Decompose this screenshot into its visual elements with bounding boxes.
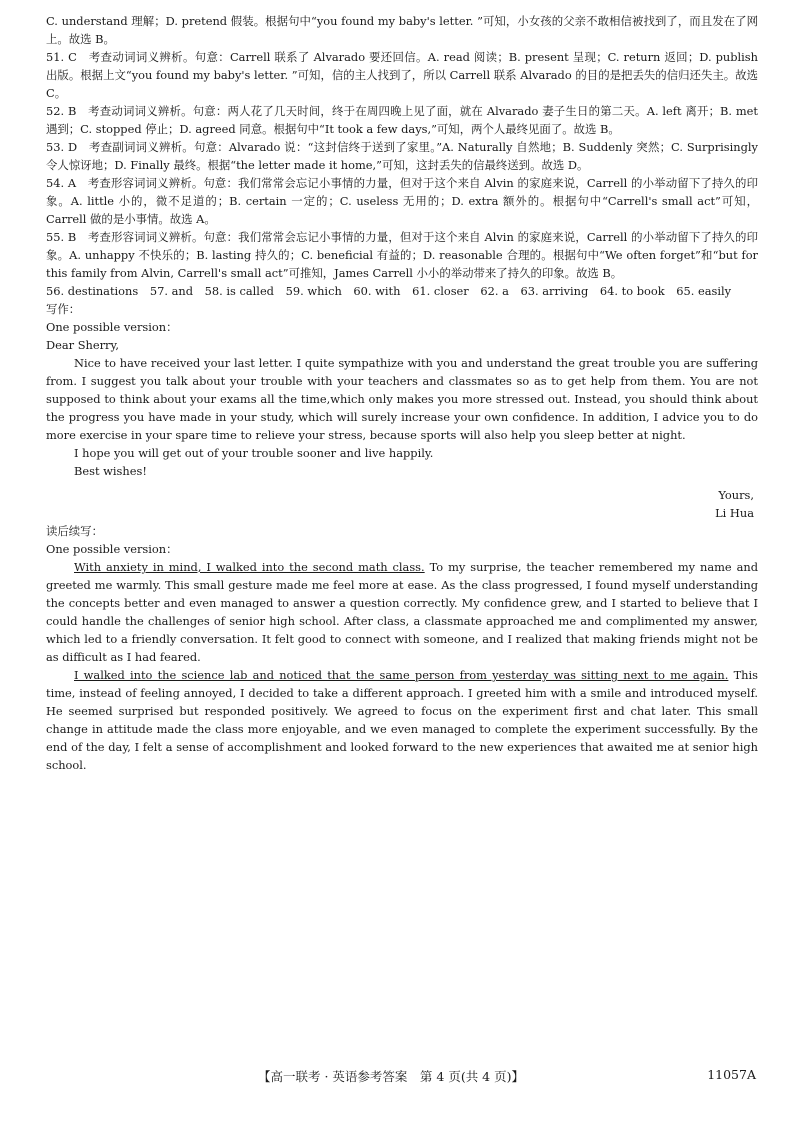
letter-closing: Yours, [718,488,754,502]
continuation-title: 读后续写： [46,524,103,538]
answer-item-50-continued: C. understand 理解；D. pretend 假装。根据句中“you found my baby's letter. ”可知，小女孩的父亲不敢相信被找到了，而且发在了网上。故选 B。 [46,14,758,46]
writing-title: 写作： [46,302,81,316]
footer-code: 11057A [707,1067,756,1082]
continuation-version-label: One possible version： [46,542,178,556]
answer-56: 56. destinations [46,284,139,298]
answer-item-53: 53. D 考查副词词义辨析。句意：Alvarado 说：“这封信终于送到了家里。”A. Naturally 自然地；B. Suddenly 突然；C. Surprisingly 令人惊讶地；D. Finally 最终。根据“the letter made it home,”可知，这封丢失的信最终送到。故选 D。 [46,140,758,172]
answer-59: 59. which [285,284,342,298]
answer-item-55: 55. B 考查形容词词义辨析。句意：我们常常会忘记小事情的力量，但对于这个来自 Alvin 的家庭来说，Carrell 的小举动留下了持久的印象。A. unhappy 不快乐的；B. lasting 持久的；C. beneficial 有益的；D. reasonable 合理的。根据句中“We often forget”和“but for this family from Alvin, Carrell's small act”可推知，James Carrell 小小的举动带来了持久的印象。故选 B。 [46,230,758,280]
paragraph-1-body: To my surprise, the teacher remembered my name and greeted me warmly. This small gesture made me feel more at ease. As the class progressed, I found myself understanding the concepts better and even managed to answer a question correctly. My confidence grew, and I started to believe that I could handle the challenges of senior high school. After class, a classmate approached me and complimented my answer, which led to a friendly conversation. It felt good to connect with someone, and I realized that making friends might not be as difficult as I had feared. [46,560,758,664]
answer-62: 62. a [480,284,509,298]
continuation-paragraph-2 [46,666,758,774]
letter-greeting: Dear Sherry, [46,338,120,352]
answer-item-54: 54. A 考查形容词词义辨析。句意：我们常常会忘记小事情的力量，但对于这个来自 Alvin 的家庭来说，Carrell 的小举动留下了持久的印象。A. little 小的，微不足道的；B. certain 一定的；C. useless 无用的；D. extra 额外的。根据句中“Carrell's small act”可知，Carrell 做的是小事情。故选 A。 [46,176,758,226]
letter-signature-block [46,486,758,522]
answer-item-51: 51. C 考查动词词义辨析。句意：Carrell 联系了 Alvarado 要还回信。A. read 阅读；B. present 呈现；C. return 返回；D. publish 出版。根据上文“you found my baby's letter. ”可知，信的主人找到了，所以 Carrell 联系 Alvarado 的目的是把丢失的信归还失主。故选 C。 [46,50,758,100]
given-opening-sentence-2: I walked into the science lab and noticed that the same person from yesterday was sitting next to me again. [74,668,729,682]
answer-58: 58. is called [204,284,274,298]
letter-body-paragraph: Nice to have received your last letter. I quite sympathize with you and understand the great trouble you are suffering from. I suggest you talk about your trouble with your teachers and classmates so as to get help from them. You are not supposed to think about your exams all the time,which only makes you more stressed out. Instead, you should think about the progress you have made in your study, which will surely increase your own confidence. In addition, I advice you to do more exercise in your spare time to relieve your stress, because sports will also help you sleep better at night. [46,356,758,442]
answer-63: 63. arriving [520,284,589,298]
writing-version-label: One possible version： [46,320,178,334]
given-opening-sentence-1: With anxiety in mind, I walked into the second math class. [74,560,425,574]
answer-57: 57. and [149,284,194,298]
answer-item-52: 52. B 考查动词词义辨析。句意：两人花了几天时间，终于在周四晚上见了面，就在 Alvarado 妻子生日的第二天。A. left 离开；B. met 遇到；C. stopped 停止；D. agreed 同意。根据句中“It took a few days,”可知，两个人最终见面了。故选 B。 [46,104,758,136]
answer-64: 64. to book [599,284,665,298]
answer-60: 60. with [353,284,401,298]
paragraph-2-body: This time, instead of feeling annoyed, I decided to take a different approach. I greeted him with a smile and introduced myself. He seemed surprised but responded positively. We agreed to focus on the experiment first and chat later. This small change in attitude made the class more enjoyable, and we even managed to complete the experiment successfully. By the end of the day, I felt a sense of accomplishment and looked forward to the new experiences that awaited me at senior high school. [46,668,759,772]
continuation-paragraph-1 [46,558,758,666]
letter-closing-wish: I hope you will get out of your trouble sooner and live happily. [74,446,434,460]
answer-61: 61. closer [412,284,469,298]
footer-label: 【高一联考 · 英语参考答案 第 4 页(共 4 页)】 [258,1069,524,1084]
letter-signature: Li Hua [715,506,754,520]
fill-in-answers [46,282,758,300]
page-content [46,12,758,774]
answer-65: 65. easily [676,284,732,298]
letter-best-wishes: Best wishes! [74,464,147,478]
